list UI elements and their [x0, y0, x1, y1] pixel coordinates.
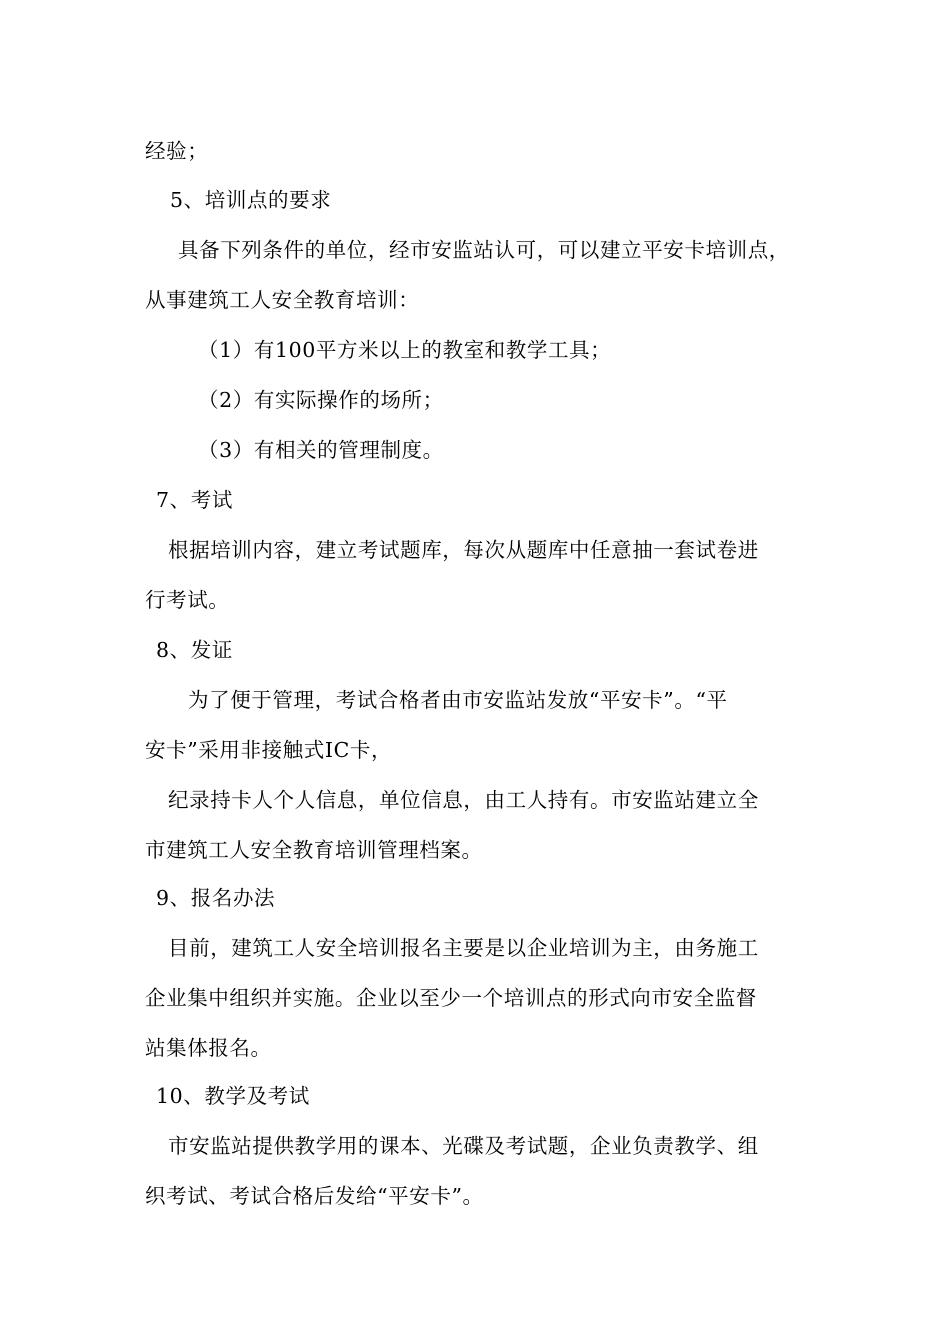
text-line: 根据培训内容，建立考试题库，每次从题库中任意抽一套试卷进 [168, 538, 759, 562]
section-heading: 5、培训点的要求 [170, 188, 332, 212]
section-heading: 8、发证 [156, 638, 233, 662]
list-item: （2）有实际操作的场所； [198, 388, 444, 412]
text-line: 安卡”采用非接触式IC卡， [145, 738, 393, 762]
text-line: 目前，建筑工人安全培训报名主要是以企业培训为主，由务施工 [168, 936, 759, 960]
text-line: 市建筑工人安全教育培训管理档案。 [145, 838, 483, 862]
list-item: （1）有100平方米以上的教室和教学工具； [198, 338, 612, 362]
list-item: （3）有相关的管理制度。 [198, 438, 444, 462]
text-line: 为了便于管理，考试合格者由市安监站发放“平安卡”。“平 [188, 688, 728, 712]
text-line: 站集体报名。 [145, 1036, 272, 1060]
section-heading: 9、报名办法 [156, 886, 276, 910]
text-line: 经验； [145, 139, 209, 163]
text-line: 具备下列条件的单位，经市安监站认可，可以建立平安卡培训点， [178, 238, 790, 262]
text-line: 从事建筑工人安全教育培训： [145, 288, 420, 312]
text-line: 行考试。 [145, 588, 230, 612]
text-line: 纪录持卡人个人信息，单位信息，由工人持有。市安监站建立全 [168, 788, 759, 812]
text-line: 市安监站提供教学用的课本、光碟及考试题，企业负责教学、组 [168, 1134, 759, 1158]
text-line: 企业集中组织并实施。企业以至少一个培训点的形式向市安全监督 [145, 986, 757, 1010]
section-heading: 7、考试 [156, 488, 233, 512]
section-heading: 10、教学及考试 [156, 1084, 310, 1108]
text-line: 织考试、考试合格后发给“平安卡”。 [145, 1184, 484, 1208]
